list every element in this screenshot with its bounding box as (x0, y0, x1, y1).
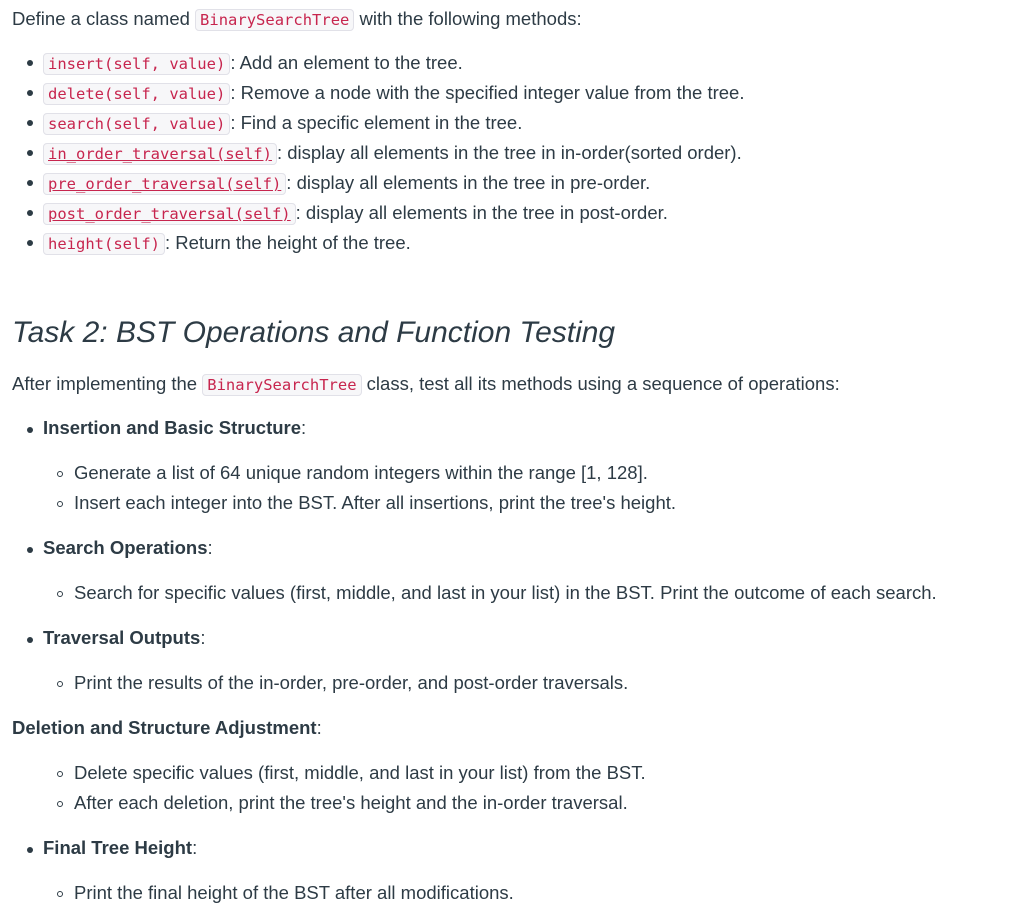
bullet-dot (27, 547, 33, 553)
task1-intro-text: Define a class named (12, 8, 196, 29)
bullet-dot (27, 60, 33, 66)
method-code: pre_order_traversal(self) (43, 173, 286, 195)
method-desc: : display all elements in the tree in in-order(sorted order). (276, 142, 742, 163)
bullet-dot (27, 150, 33, 156)
method-code: in_order_traversal(self) (43, 143, 277, 165)
list-item: Print the final height of the BST after all modifications. (74, 882, 514, 903)
method-desc: : Return the height of the tree. (164, 232, 411, 253)
sub-bullet (57, 591, 63, 597)
class-name-code: BinarySearchTree (202, 374, 361, 396)
sub-bullet (57, 501, 63, 507)
task2-intro-text-after: class, test all its methods using a sequence of operations: (361, 373, 840, 394)
task2-intro-text: After implementing the (12, 373, 203, 394)
bullet-dot (27, 120, 33, 126)
list-item: Insert each integer into the BST. After all insertions, print the tree's height. (74, 492, 677, 513)
method-desc: : Remove a node with the specified integer value from the tree. (230, 82, 745, 103)
method-code: height(self) (43, 233, 165, 255)
task1-intro-text-after: with the following methods: (354, 8, 582, 29)
section-title: Final Tree Height (43, 837, 193, 858)
section-title-insertion (43, 416, 306, 440)
bullet-dot (27, 637, 33, 643)
class-name-code: BinarySearchTree (195, 9, 354, 31)
method-item-pre-order (43, 171, 650, 196)
bullet-dot (27, 427, 33, 433)
bullet-dot (27, 180, 33, 186)
bullet-dot (27, 240, 33, 246)
bullet-dot (27, 210, 33, 216)
section-colon: : (316, 717, 322, 738)
method-item-delete (43, 81, 744, 106)
sub-bullet (57, 471, 63, 477)
method-code: insert(self, value) (43, 53, 230, 75)
method-desc: : display all elements in the tree in post-order. (295, 202, 668, 223)
section-colon: : (207, 537, 213, 558)
sub-bullet (57, 801, 63, 807)
method-item-post-order (43, 201, 668, 226)
method-code: post_order_traversal(self) (43, 203, 296, 225)
method-item-insert (43, 51, 463, 76)
method-desc: : display all elements in the tree in pre-order. (286, 172, 651, 193)
list-item: Print the results of the in-order, pre-order, and post-order traversals. (74, 672, 629, 693)
section-colon: : (192, 837, 198, 858)
bullet-dot (27, 847, 33, 853)
task1-intro (12, 7, 582, 32)
section-title: Deletion and Structure Adjustment (12, 717, 317, 738)
method-desc: : Add an element to the tree. (230, 52, 463, 73)
task2-heading: Task 2: BST Operations and Function Testing (12, 316, 616, 349)
list-item: Search for specific values (first, middle, and last in your list) in the BST. Print the outcome of each search. (74, 582, 937, 603)
section-title-final-height (43, 836, 197, 860)
sub-bullet (57, 681, 63, 687)
list-item: Delete specific values (first, middle, and last in your list) from the BST. (74, 762, 646, 783)
section-title: Insertion and Basic Structure (43, 417, 302, 438)
task2-intro (12, 372, 840, 397)
section-title-traversal (43, 626, 205, 650)
sub-bullet (57, 771, 63, 777)
method-desc: : Find a specific element in the tree. (230, 112, 523, 133)
section-colon: : (200, 627, 206, 648)
method-code: search(self, value) (43, 113, 230, 135)
method-code: delete(self, value) (43, 83, 230, 105)
method-item-in-order (43, 141, 742, 166)
bullet-dot (27, 90, 33, 96)
method-item-height (43, 231, 411, 256)
list-item: After each deletion, print the tree's height and the in-order traversal. (74, 792, 628, 813)
method-item-search (43, 111, 522, 136)
list-item: Generate a list of 64 unique random integers within the range [1, 128]. (74, 462, 648, 483)
sub-bullet (57, 891, 63, 897)
section-title-search (43, 536, 213, 560)
section-colon: : (301, 417, 307, 438)
section-title: Search Operations (43, 537, 208, 558)
section-title: Traversal Outputs (43, 627, 201, 648)
section-title-deletion (12, 716, 322, 740)
